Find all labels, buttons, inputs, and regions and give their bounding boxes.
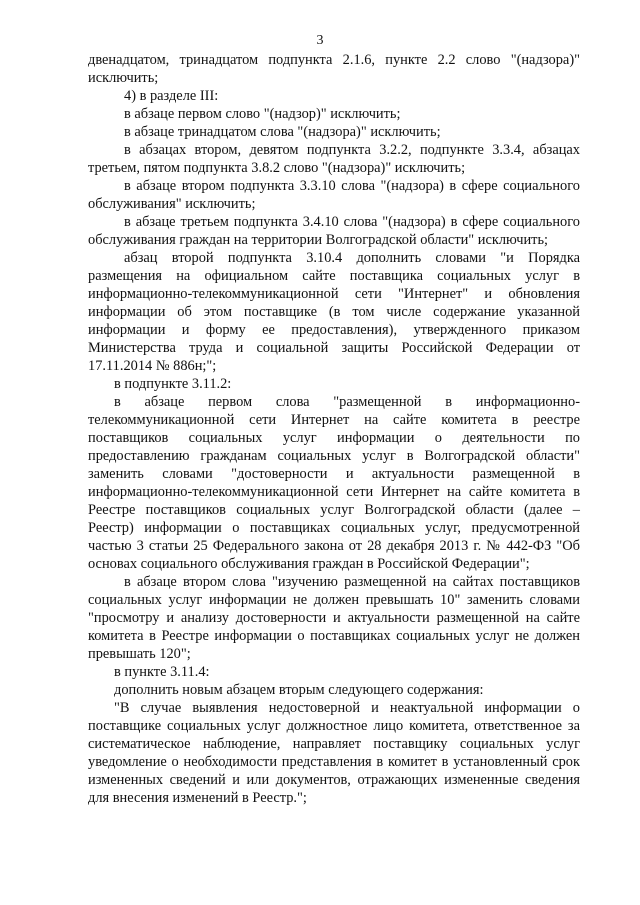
paragraph: в абзаце тринадцатом слова "(надзора)" исключить; [124, 124, 441, 140]
paragraph: в абзацах втором, девятом подпункта 3.2.2, подпункте 3.3.4, абзацах третьем, пятом подпункта 3.8.2 слово "(надзора)" исключить; [88, 142, 580, 176]
paragraph: дополнить новым абзацем вторым следующего содержания: [114, 682, 484, 698]
paragraph: в абзаце втором подпункта 3.3.10 слова "(надзора) в сфере социального обслуживания" исключить; [88, 178, 580, 212]
section-heading: 4) в разделе III: [124, 88, 219, 104]
quoted-paragraph: "В случае выявления недостоверной и неактуальной информации о поставщике социальных услуг должностное лицо комитета, ответственное за систематическое наблюдение, направляет поставщику социальных услуг уведомление о необходимости представления в комитет в установленный срок измененных сведений и или документов, отражающих измененные сведения для внесения изменений в Реестр."; [88, 700, 580, 806]
paragraph: в абзаце втором слова "изучению размещенной на сайтах поставщиков социальных услуг информации не должен превышать 10" заменить словами "просмотру и анализу достоверности и актуальности размещенной на сайте комитета в Реестре информации о поставщиках социальных услуг не должен превышать 120"; [88, 574, 580, 662]
paragraph: в пункте 3.11.4: [114, 664, 210, 680]
document-body [88, 51, 580, 807]
paragraph: в абзаце первом слова "размещенной в информационно-телекоммуникационной сети Интернет на сайте комитета в реестре поставщиков социальных услуг информации о деятельности по предоставлению гражданам социальных услуг в Волгоградской области" заменить словами "достоверности и актуальности размещенной в информационно-телекоммуникационной сети Интернет на сайте комитета в Реестре поставщиков социальных услуг Волгоградской области (далее – Реестр) информации о поставщиках социальных услуг, предусмотренной частью 3 статьи 25 Федерального закона от 28 декабря 2013 г. № 442-ФЗ "Об основах социального обслуживания граждан в Российской Федерации"; [88, 394, 580, 572]
paragraph: в абзаце первом слово "(надзор)" исключить; [124, 106, 401, 122]
page-number: 3 [316, 33, 324, 48]
paragraph: двенадцатом, тринадцатом подпункта 2.1.6, пункте 2.2 слово "(надзора)" исключить; [88, 52, 580, 86]
paragraph: в абзаце третьем подпункта 3.4.10 слова "(надзора) в сфере социального обслуживания граждан на территории Волгоградской области" исключить; [88, 214, 580, 248]
paragraph: абзац второй подпункта 3.10.4 дополнить словами "и Порядка размещения на официальном сайте поставщика социальных услуг в информационно-телекоммуникационной сети "Интернет" и обновления информации об этом поставщике (в том числе содержание указанной информации и форму ее предоставления), утвержденного приказом Министерства труда и социальной защиты Российской Федерации от 17.11.2014 № 886н;"; [88, 250, 580, 374]
paragraph: в подпункте 3.11.2: [114, 376, 232, 392]
